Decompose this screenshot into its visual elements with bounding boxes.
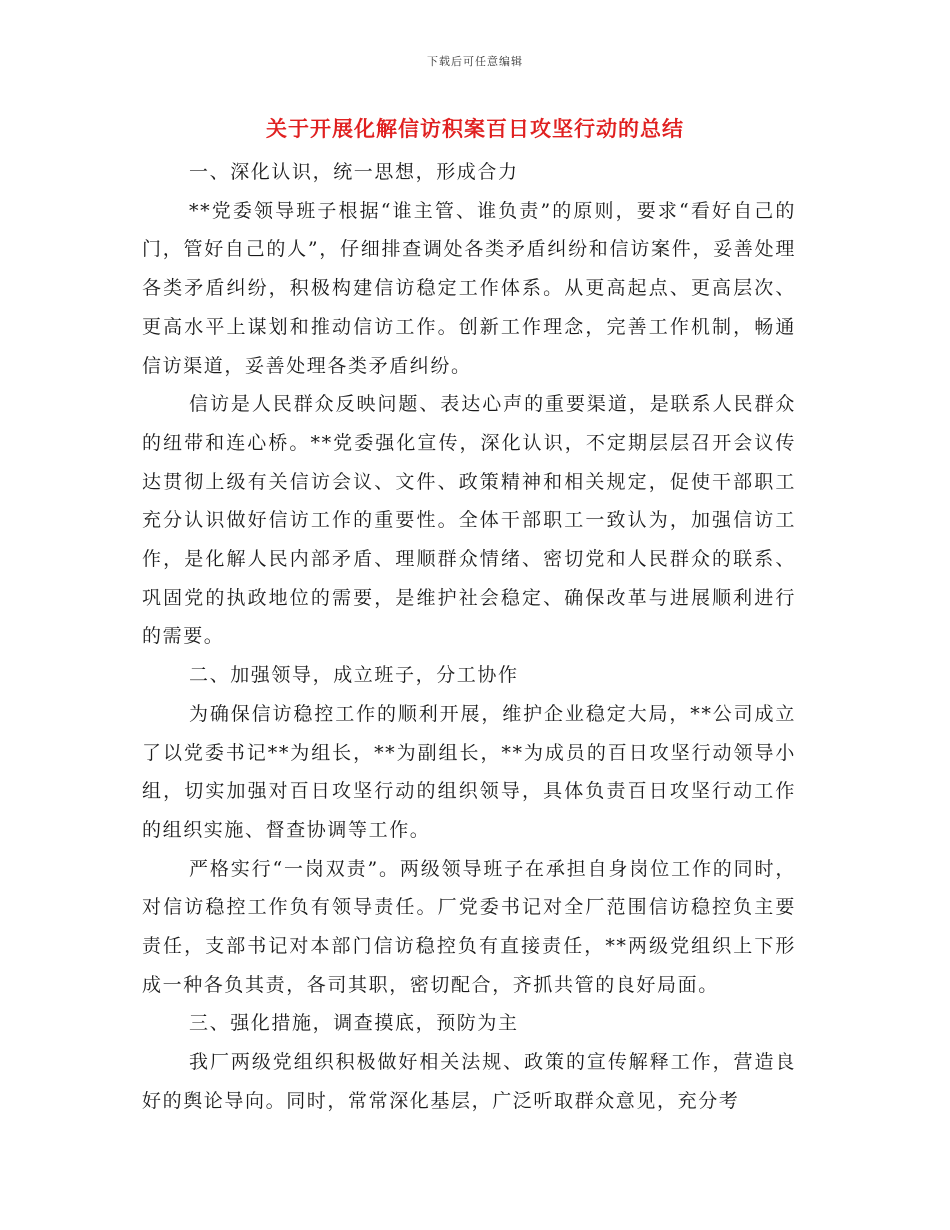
document-body (142, 153, 796, 1121)
section-heading-2: 二、加强领导，成立班子，分工协作 (189, 664, 519, 687)
header-note: 下载后可任意编辑 (427, 55, 523, 68)
paragraph-1-1: **党委领导班子根据“谁主管、谁负责”的原则，要求“看好自己的门，管好自己的人”，仔细排查调处各类矛盾纠纷和信访案件，妥善处理各类矛盾纠纷，积极构建信访稳定工作体系。从更高起点、更高层次、更高水平上谋划和推动信访工作。创新工作理念，完善工作机制，畅通信访渠道，妥善处理各类矛盾纠纷。 (142, 199, 796, 377)
paragraph-2-1: 为确保信访稳控工作的顺利开展，维护企业稳定大局，**公司成立了以党委书记**为组长，**为副组长，**为成员的百日攻坚行动领导小组，切实加强对百日攻坚行动的组织领导，具体负责百日攻坚行动工作的组织实施、督查协调等工作。 (142, 702, 796, 841)
section-heading-3: 三、强化措施，调查摸底，预防为主 (189, 1012, 519, 1035)
paragraph-3-1: 我厂两级党组织积极做好相关法规、政策的宣传解释工作，营造良好的舆论导向。同时，常常深化基层，广泛听取群众意见，充分考 (142, 1051, 796, 1112)
paragraph-1-2: 信访是人民群众反映问题、表达心声的重要渠道，是联系人民群众的纽带和连心桥。**党委强化宣传，深化认识，不定期层层召开会议传达贯彻上级有关信访会议、文件、政策精神和相关规定，促使干部职工充分认识做好信访工作的重要性。全体干部职工一致认为，加强信访工作，是化解人民内部矛盾、理顺群众情绪、密切党和人民群众的联系、巩固党的执政地位的需要，是维护社会稳定、确保改革与进展顺利进行的需要。 (142, 393, 796, 648)
document-title: 关于开展化解信访积案百日攻坚行动的总结 (266, 116, 684, 141)
section-heading-1: 一、深化认识，统一思想，形成合力 (189, 161, 519, 183)
paragraph-2-2: 严格实行“一岗双责”。两级领导班子在承担自身岗位工作的同时，对信访稳控工作负有领导责任。厂党委书记对全厂范围信访稳控负主要责任，支部书记对本部门信访稳控负有直接责任，**两级党组织上下形成一种各负其责，各司其职，密切配合，齐抓共管的良好局面。 (142, 857, 796, 996)
